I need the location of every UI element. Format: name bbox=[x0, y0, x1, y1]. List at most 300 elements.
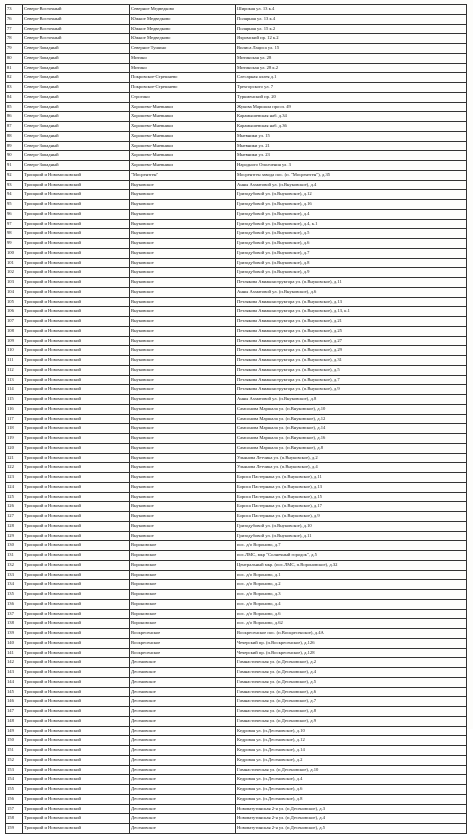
table-row bbox=[6, 53, 467, 63]
district-cell: Воскресенское bbox=[130, 629, 236, 639]
okrug-cell: Троицкий и Новомосковский bbox=[23, 541, 130, 551]
row-number: 82 bbox=[6, 73, 23, 83]
district-cell: Внуковское bbox=[130, 229, 236, 239]
address-cell: пос. д/о Вороново, д.2 bbox=[236, 580, 467, 590]
row-number: 109 bbox=[6, 336, 23, 346]
table-row bbox=[6, 755, 467, 765]
address-cell: Гризодубовой ул. (п.Внуковское), д.6 bbox=[236, 239, 467, 249]
address-cell: Яхромский пр. 12 к.2 bbox=[236, 34, 467, 44]
table-row bbox=[6, 746, 467, 756]
address-cell: Петлякова Авиаконструктора ул. (п.Внуковское), д.13 bbox=[236, 297, 467, 307]
table-row bbox=[6, 375, 467, 385]
district-cell: Хорошево-Мневники bbox=[130, 141, 236, 151]
okrug-cell: Троицкий и Новомосковский bbox=[23, 404, 130, 414]
okrug-cell: Северо-Западный bbox=[23, 112, 130, 122]
okrug-cell: Северо-Западный bbox=[23, 83, 130, 93]
okrug-cell: Троицкий и Новомосковский bbox=[23, 492, 130, 502]
district-cell: Внуковское bbox=[130, 385, 236, 395]
table-row bbox=[6, 648, 467, 658]
table-row bbox=[6, 297, 467, 307]
table-row bbox=[6, 209, 467, 219]
row-number: 117 bbox=[6, 414, 23, 424]
district-cell: Внуковское bbox=[130, 443, 236, 453]
okrug-cell: Северо-Западный bbox=[23, 92, 130, 102]
okrug-cell: Троицкий и Новомосковский bbox=[23, 453, 130, 463]
address-registry-table bbox=[5, 4, 467, 834]
row-number: 88 bbox=[6, 131, 23, 141]
address-cell: Нововатутинская 2-я ул. (п.Десеновское), д.3 bbox=[236, 804, 467, 814]
address-cell: Гимнастическая ул. (п.Десеновское), д.7 bbox=[236, 697, 467, 707]
address-cell: Мневники ул. 21 bbox=[236, 141, 467, 151]
address-cell: Петлякова Авиаконструктора ул. (п.Внуковское), д.31 bbox=[236, 356, 467, 366]
address-cell: Гризодубовой ул. (п.Внуковское), д.5 bbox=[236, 229, 467, 239]
row-number: 146 bbox=[6, 697, 23, 707]
row-number: 93 bbox=[6, 180, 23, 190]
district-cell: Десеновское bbox=[130, 785, 236, 795]
address-cell: Петлякова Авиаконструктора ул. (п.Внуковское), д.7 bbox=[236, 375, 467, 385]
row-number: 101 bbox=[6, 258, 23, 268]
okrug-cell: Троицкий и Новомосковский bbox=[23, 658, 130, 668]
row-number: 106 bbox=[6, 307, 23, 317]
row-number: 89 bbox=[6, 141, 23, 151]
table-row bbox=[6, 580, 467, 590]
address-cell: Широкая ул. 13 к.4 bbox=[236, 5, 467, 15]
okrug-cell: Троицкий и Новомосковский bbox=[23, 502, 130, 512]
table-row bbox=[6, 453, 467, 463]
address-cell: Гризодубовой ул. (п.Внуковское), д.7 bbox=[236, 248, 467, 258]
table-row bbox=[6, 677, 467, 687]
row-number: 141 bbox=[6, 648, 23, 658]
row-number: 130 bbox=[6, 541, 23, 551]
district-cell: Десеновское bbox=[130, 755, 236, 765]
okrug-cell: Троицкий и Новомосковский bbox=[23, 317, 130, 327]
district-cell: Строгино bbox=[130, 92, 236, 102]
okrug-cell: Троицкий и Новомосковский bbox=[23, 395, 130, 405]
okrug-cell: Троицкий и Новомосковский bbox=[23, 668, 130, 678]
district-cell: Внуковское bbox=[130, 209, 236, 219]
address-cell: Гимнастическая ул. (п.Десеновское), д.6 bbox=[236, 687, 467, 697]
okrug-cell: Северо-Восточный bbox=[23, 24, 130, 34]
table-row bbox=[6, 726, 467, 736]
table-row bbox=[6, 687, 467, 697]
row-number: 104 bbox=[6, 287, 23, 297]
table-row bbox=[6, 180, 467, 190]
district-cell: Внуковское bbox=[130, 365, 236, 375]
row-number: 108 bbox=[6, 326, 23, 336]
district-cell: Десеновское bbox=[130, 736, 236, 746]
row-number: 114 bbox=[6, 385, 23, 395]
okrug-cell: Троицкий и Новомосковский bbox=[23, 278, 130, 288]
table-row bbox=[6, 356, 467, 366]
okrug-cell: Троицкий и Новомосковский bbox=[23, 521, 130, 531]
district-cell: Вороновское bbox=[130, 590, 236, 600]
table-row bbox=[6, 346, 467, 356]
okrug-cell: Троицкий и Новомосковский bbox=[23, 385, 130, 395]
address-cell: Туркменский пр. 20 bbox=[236, 92, 467, 102]
district-cell: Северное Тушино bbox=[130, 44, 236, 54]
address-cell: Полярная ул. 15 к.2 bbox=[236, 24, 467, 34]
okrug-cell: Северо-Западный bbox=[23, 53, 130, 63]
registry-table-body bbox=[6, 5, 467, 834]
district-cell: Внуковское bbox=[130, 414, 236, 424]
district-cell: Вороновское bbox=[130, 599, 236, 609]
address-cell: Самсонова Маршала ул. (п.Внуковское), д.10 bbox=[236, 404, 467, 414]
district-cell: Десеновское bbox=[130, 726, 236, 736]
table-row bbox=[6, 736, 467, 746]
row-number: 145 bbox=[6, 687, 23, 697]
address-cell: Петлякова Авиаконструктора ул. (п.Внуковское), д.9 bbox=[236, 385, 467, 395]
okrug-cell: Троицкий и Новомосковский bbox=[23, 356, 130, 366]
district-cell: Десеновское bbox=[130, 804, 236, 814]
row-number: 126 bbox=[6, 502, 23, 512]
okrug-cell: Троицкий и Новомосковский bbox=[23, 424, 130, 434]
row-number: 125 bbox=[6, 492, 23, 502]
district-cell: Покровское-Стрешнево bbox=[130, 73, 236, 83]
table-row bbox=[6, 521, 467, 531]
address-cell: Анны Ахматовой ул. (п.Внуковское), д.4 bbox=[236, 180, 467, 190]
address-cell: Вилиса Лациса ул. 15 bbox=[236, 44, 467, 54]
okrug-cell: Троицкий и Новомосковский bbox=[23, 229, 130, 239]
table-row bbox=[6, 658, 467, 668]
okrug-cell: Троицкий и Новомосковский bbox=[23, 180, 130, 190]
row-number: 154 bbox=[6, 775, 23, 785]
okrug-cell: Северо-Западный bbox=[23, 131, 130, 141]
address-cell: Мосрентген завода пос. (п. "Мосрентген"), д.35 bbox=[236, 170, 467, 180]
district-cell: Внуковское bbox=[130, 297, 236, 307]
table-row bbox=[6, 443, 467, 453]
row-number: 136 bbox=[6, 599, 23, 609]
okrug-cell: Троицкий и Новомосковский bbox=[23, 248, 130, 258]
okrug-cell: Северо-Восточный bbox=[23, 5, 130, 15]
row-number: 100 bbox=[6, 248, 23, 258]
table-row bbox=[6, 599, 467, 609]
district-cell: Внуковское bbox=[130, 190, 236, 200]
table-row bbox=[6, 551, 467, 561]
address-cell: Анны Ахматовой ул. (п.Внуковское), д.8 bbox=[236, 395, 467, 405]
district-cell: Внуковское bbox=[130, 346, 236, 356]
address-cell: Гризодубовой ул. (п.Внуковское), д.12 bbox=[236, 190, 467, 200]
okrug-cell: Троицкий и Новомосковский bbox=[23, 716, 130, 726]
okrug-cell: Троицкий и Новомосковский bbox=[23, 307, 130, 317]
row-number: 83 bbox=[6, 83, 23, 93]
row-number: 103 bbox=[6, 278, 23, 288]
row-number: 84 bbox=[6, 92, 23, 102]
district-cell: Вороновское bbox=[130, 580, 236, 590]
okrug-cell: Троицкий и Новомосковский bbox=[23, 648, 130, 658]
address-cell: Самсонова Маршала ул. (п.Внуковское), д.12 bbox=[236, 414, 467, 424]
table-row bbox=[6, 775, 467, 785]
row-number: 87 bbox=[6, 122, 23, 132]
table-row bbox=[6, 531, 467, 541]
table-row bbox=[6, 44, 467, 54]
district-cell: Митино bbox=[130, 63, 236, 73]
row-number: 111 bbox=[6, 356, 23, 366]
okrug-cell: Троицкий и Новомосковский bbox=[23, 365, 130, 375]
okrug-cell: Троицкий и Новомосковский bbox=[23, 297, 130, 307]
table-row bbox=[6, 609, 467, 619]
table-row bbox=[6, 716, 467, 726]
table-row bbox=[6, 34, 467, 44]
okrug-cell: Троицкий и Новомосковский bbox=[23, 599, 130, 609]
okrug-cell: Троицкий и Новомосковский bbox=[23, 736, 130, 746]
district-cell: Внуковское bbox=[130, 404, 236, 414]
address-cell: Петлякова Авиаконструктора ул. (п.Внуковское), д.27 bbox=[236, 336, 467, 346]
district-cell: Внуковское bbox=[130, 268, 236, 278]
okrug-cell: Троицкий и Новомосковский bbox=[23, 638, 130, 648]
table-row bbox=[6, 560, 467, 570]
table-row bbox=[6, 307, 467, 317]
row-number: 153 bbox=[6, 765, 23, 775]
district-cell: Внуковское bbox=[130, 453, 236, 463]
table-row bbox=[6, 161, 467, 171]
row-number: 92 bbox=[6, 170, 23, 180]
table-row bbox=[6, 278, 467, 288]
table-row bbox=[6, 668, 467, 678]
okrug-cell: Троицкий и Новомосковский bbox=[23, 746, 130, 756]
okrug-cell: Троицкий и Новомосковский bbox=[23, 326, 130, 336]
district-cell: Десеновское bbox=[130, 716, 236, 726]
table-row bbox=[6, 619, 467, 629]
row-number: 99 bbox=[6, 239, 23, 249]
district-cell: Десеновское bbox=[130, 668, 236, 678]
address-cell: Кедровая ул. (п.Десеновское), д.4 bbox=[236, 775, 467, 785]
row-number: 147 bbox=[6, 707, 23, 717]
okrug-cell: Троицкий и Новомосковский bbox=[23, 560, 130, 570]
row-number: 143 bbox=[6, 668, 23, 678]
row-number: 79 bbox=[6, 44, 23, 54]
table-row bbox=[6, 463, 467, 473]
row-number: 120 bbox=[6, 443, 23, 453]
address-cell: Народного Ополчения ул. 3 bbox=[236, 161, 467, 171]
okrug-cell: Троицкий и Новомосковский bbox=[23, 570, 130, 580]
district-cell: Десеновское bbox=[130, 794, 236, 804]
okrug-cell: Троицкий и Новомосковский bbox=[23, 707, 130, 717]
district-cell: Хорошево-Мневники bbox=[130, 161, 236, 171]
address-cell: Гризодубовой ул. (п.Внуковское), д.4, к.1 bbox=[236, 219, 467, 229]
table-row bbox=[6, 258, 467, 268]
row-number: 76 bbox=[6, 14, 23, 24]
row-number: 151 bbox=[6, 746, 23, 756]
district-cell: "Мосрентген" bbox=[130, 170, 236, 180]
row-number: 96 bbox=[6, 209, 23, 219]
table-row bbox=[6, 219, 467, 229]
row-number: 149 bbox=[6, 726, 23, 736]
district-cell: Десеновское bbox=[130, 658, 236, 668]
district-cell: Вороновское bbox=[130, 619, 236, 629]
row-number: 97 bbox=[6, 219, 23, 229]
district-cell: Десеновское bbox=[130, 746, 236, 756]
address-cell: Кедровая ул. (п.Десеновское), д.8 bbox=[236, 794, 467, 804]
okrug-cell: Троицкий и Новомосковский bbox=[23, 785, 130, 795]
district-cell: Десеновское bbox=[130, 687, 236, 697]
district-cell: Десеновское bbox=[130, 765, 236, 775]
address-cell: Гризодубовой ул. (п.Внуковское), д.9 bbox=[236, 268, 467, 278]
row-number: 118 bbox=[6, 424, 23, 434]
table-row bbox=[6, 414, 467, 424]
district-cell: Внуковское bbox=[130, 424, 236, 434]
row-number: 80 bbox=[6, 53, 23, 63]
table-row bbox=[6, 541, 467, 551]
district-cell: Внуковское bbox=[130, 278, 236, 288]
row-number: 137 bbox=[6, 609, 23, 619]
address-cell: Нововатутинская 2-я ул. (п.Десеновское), д.5 bbox=[236, 824, 467, 834]
district-cell: Внуковское bbox=[130, 502, 236, 512]
table-row bbox=[6, 287, 467, 297]
district-cell: Митино bbox=[130, 53, 236, 63]
district-cell: Внуковское bbox=[130, 531, 236, 541]
okrug-cell: Троицкий и Новомосковский bbox=[23, 170, 130, 180]
address-cell: пос. д/о Вороново, д.4 bbox=[236, 599, 467, 609]
row-number: 123 bbox=[6, 473, 23, 483]
district-cell: Внуковское bbox=[130, 521, 236, 531]
district-cell: Воскресенское bbox=[130, 638, 236, 648]
table-row bbox=[6, 336, 467, 346]
table-row bbox=[6, 404, 467, 414]
address-cell: Гризодубовой ул. (п.Внуковское), д.11 bbox=[236, 531, 467, 541]
okrug-cell: Троицкий и Новомосковский bbox=[23, 619, 130, 629]
row-number: 140 bbox=[6, 638, 23, 648]
row-number: 142 bbox=[6, 658, 23, 668]
row-number: 119 bbox=[6, 434, 23, 444]
address-cell: Трехгорского ул. 7 bbox=[236, 83, 467, 93]
row-number: 122 bbox=[6, 463, 23, 473]
table-row bbox=[6, 794, 467, 804]
okrug-cell: Троицкий и Новомосковский bbox=[23, 804, 130, 814]
address-cell: Петлякова Авиаконструктора ул. (п.Внуковское), д.25 bbox=[236, 326, 467, 336]
row-number: 115 bbox=[6, 395, 23, 405]
okrug-cell: Северо-Западный bbox=[23, 44, 130, 54]
row-number: 129 bbox=[6, 531, 23, 541]
table-row bbox=[6, 814, 467, 824]
district-cell: Вороновское bbox=[130, 551, 236, 561]
address-cell: Чечерский пр. (п.Воскресенское), д.128 bbox=[236, 648, 467, 658]
row-number: 95 bbox=[6, 200, 23, 210]
district-cell: Хорошево-Мневники bbox=[130, 151, 236, 161]
table-row bbox=[6, 63, 467, 73]
okrug-cell: Троицкий и Новомосковский bbox=[23, 609, 130, 619]
address-cell: Гимнастическая ул. (п.Десеновское), д.5 bbox=[236, 677, 467, 687]
address-cell: Самсонова Маршала ул. (п.Внуковское), д.8 bbox=[236, 443, 467, 453]
district-cell: Южное Медведково bbox=[130, 14, 236, 24]
okrug-cell: Троицкий и Новомосковский bbox=[23, 258, 130, 268]
district-cell: Десеновское bbox=[130, 707, 236, 717]
address-cell: Петлякова Авиаконструктора ул. (п.Внуковское), д.5 bbox=[236, 365, 467, 375]
table-row bbox=[6, 268, 467, 278]
district-cell: Внуковское bbox=[130, 375, 236, 385]
table-row bbox=[6, 434, 467, 444]
table-row bbox=[6, 5, 467, 15]
table-row bbox=[6, 697, 467, 707]
row-number: 81 bbox=[6, 63, 23, 73]
address-cell: Кедровая ул. (п.Десеновское), д.10 bbox=[236, 726, 467, 736]
table-row bbox=[6, 804, 467, 814]
okrug-cell: Троицкий и Новомосковский bbox=[23, 794, 130, 804]
row-number: 138 bbox=[6, 619, 23, 629]
okrug-cell: Северо-Западный bbox=[23, 102, 130, 112]
row-number: 139 bbox=[6, 629, 23, 639]
table-row bbox=[6, 824, 467, 834]
okrug-cell: Троицкий и Новомосковский bbox=[23, 346, 130, 356]
district-cell: Покровское-Стрешнево bbox=[130, 83, 236, 93]
district-cell: Внуковское bbox=[130, 356, 236, 366]
district-cell: Вороновское bbox=[130, 609, 236, 619]
district-cell: Десеновское bbox=[130, 824, 236, 834]
okrug-cell: Троицкий и Новомосковский bbox=[23, 336, 130, 346]
okrug-cell: Троицкий и Новомосковский bbox=[23, 580, 130, 590]
address-cell: Ульянова Летчика ул. (п.Внуковское), д.2 bbox=[236, 453, 467, 463]
okrug-cell: Троицкий и Новомосковский bbox=[23, 512, 130, 522]
district-cell: Десеновское bbox=[130, 775, 236, 785]
address-cell: Гризодубовой ул. (п.Внуковское), д.16 bbox=[236, 200, 467, 210]
table-row bbox=[6, 131, 467, 141]
table-row bbox=[6, 707, 467, 717]
address-cell: Бориса Пастернака ул. (п.Внуковское), д.11 bbox=[236, 473, 467, 483]
row-number: 116 bbox=[6, 404, 23, 414]
okrug-cell: Троицкий и Новомосковский bbox=[23, 687, 130, 697]
address-cell: Кедровая ул. (п.Десеновское), д.6 bbox=[236, 785, 467, 795]
row-number: 135 bbox=[6, 590, 23, 600]
address-cell: Гимнастическая ул. (п.Десеновское), д.10 bbox=[236, 765, 467, 775]
district-cell: Десеновское bbox=[130, 677, 236, 687]
address-cell: Петлякова Авиаконструктора ул. (п.Внуковское), д.29 bbox=[236, 346, 467, 356]
table-row bbox=[6, 14, 467, 24]
table-row bbox=[6, 170, 467, 180]
table-row bbox=[6, 765, 467, 775]
row-number: 124 bbox=[6, 482, 23, 492]
address-cell: Жукова Маршала просп. 49 bbox=[236, 102, 467, 112]
district-cell: Воскресенское bbox=[130, 648, 236, 658]
row-number: 78 bbox=[6, 34, 23, 44]
row-number: 94 bbox=[6, 190, 23, 200]
okrug-cell: Троицкий и Новомосковский bbox=[23, 765, 130, 775]
okrug-cell: Троицкий и Новомосковский bbox=[23, 755, 130, 765]
address-cell: Гимнастическая ул. (п.Десеновское), д.8 bbox=[236, 707, 467, 717]
table-row bbox=[6, 248, 467, 258]
okrug-cell: Троицкий и Новомосковский bbox=[23, 814, 130, 824]
table-row bbox=[6, 570, 467, 580]
okrug-cell: Северо-Западный bbox=[23, 63, 130, 73]
row-number: 77 bbox=[6, 24, 23, 34]
table-row bbox=[6, 122, 467, 132]
row-number: 91 bbox=[6, 161, 23, 171]
table-row bbox=[6, 502, 467, 512]
district-cell: Внуковское bbox=[130, 239, 236, 249]
address-cell: Митинская ул. 28 к.2 bbox=[236, 63, 467, 73]
row-number: 156 bbox=[6, 794, 23, 804]
address-cell: Петлякова Авиаконструктора ул. (п.Внуковское), д.21 bbox=[236, 317, 467, 327]
table-row bbox=[6, 482, 467, 492]
address-cell: Карамышевская наб. д.36 bbox=[236, 122, 467, 132]
okrug-cell: Северо-Восточный bbox=[23, 14, 130, 24]
address-cell: Полярная ул. 13 к.4 bbox=[236, 14, 467, 24]
address-cell: Бориса Пастернака ул. (п.Внуковское), д.17 bbox=[236, 502, 467, 512]
address-cell: Нововатутинская 2-я ул. (п.Десеновское), д.4 bbox=[236, 814, 467, 824]
district-cell: Северное Медведково bbox=[130, 5, 236, 15]
district-cell: Южное Медведково bbox=[130, 34, 236, 44]
row-number: 155 bbox=[6, 785, 23, 795]
address-cell: Бориса Пастернака ул. (п.Внуковское), д.13 bbox=[236, 482, 467, 492]
address-cell: Слесарная аллея д.1 bbox=[236, 73, 467, 83]
district-cell: Десеновское bbox=[130, 697, 236, 707]
address-cell: пос. д/о Вороново, д.3 bbox=[236, 590, 467, 600]
table-row bbox=[6, 492, 467, 502]
row-number: 107 bbox=[6, 317, 23, 327]
table-row bbox=[6, 326, 467, 336]
address-cell: Гризодубовой ул. (п.Внуковское), д.8 bbox=[236, 258, 467, 268]
district-cell: Внуковское bbox=[130, 307, 236, 317]
row-number: 127 bbox=[6, 512, 23, 522]
okrug-cell: Троицкий и Новомосковский bbox=[23, 629, 130, 639]
